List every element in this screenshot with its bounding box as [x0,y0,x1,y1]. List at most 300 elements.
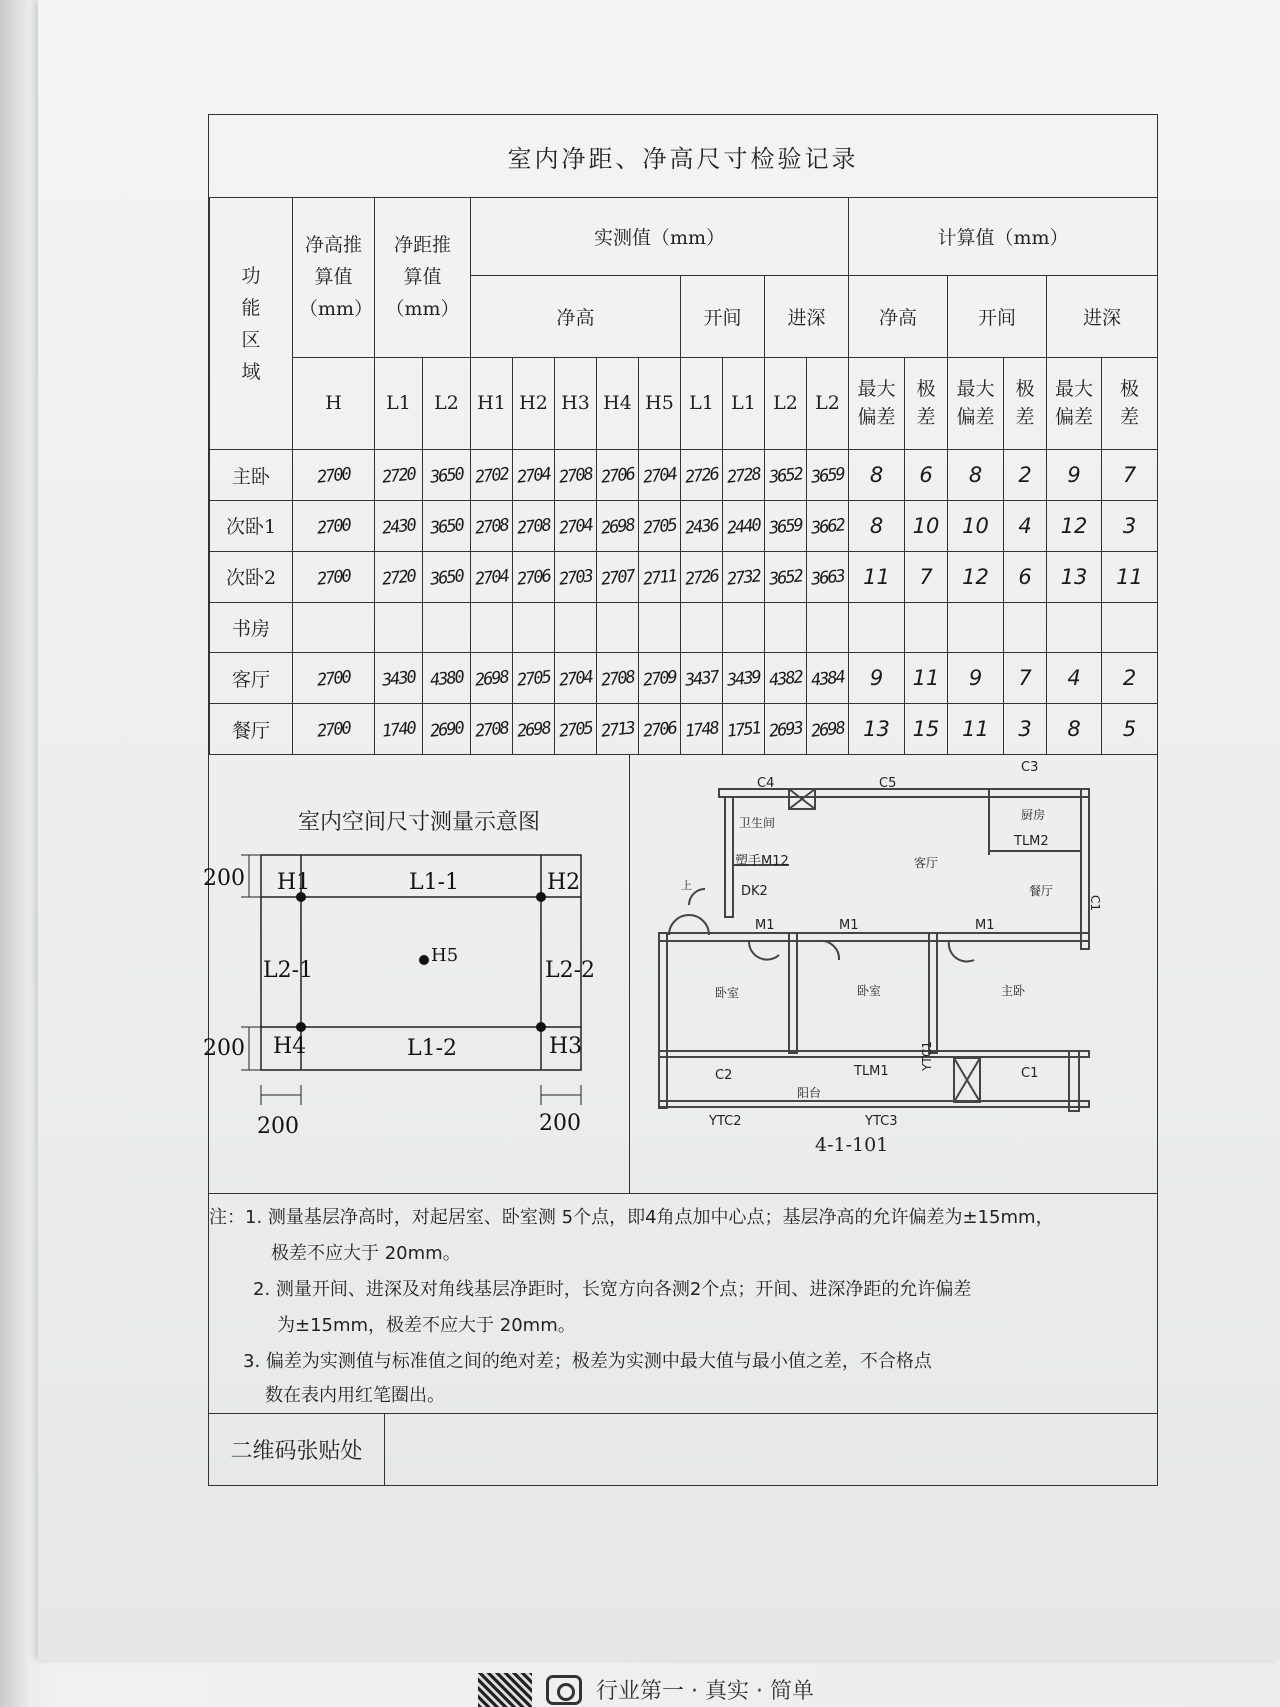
handwritten-value: 6 [1018,564,1032,589]
table-row [210,653,1158,704]
handwritten-value: 10 [912,513,940,538]
header-calc-height: 净高 [849,275,948,357]
plan-label-c1-vertical: C1 [1088,895,1102,912]
handwritten-value: 13 [863,717,890,742]
cell-l2 [423,450,471,501]
plan-label-m1-c: M1 [975,918,995,933]
handwritten-value: 2704 [558,667,593,691]
col-l1: L1 [375,357,423,449]
handwritten-value: 2704 [474,565,509,590]
cell-br [1004,500,1047,551]
measurement-table [209,197,1158,755]
cell-h1 [471,500,513,551]
cell-ml2a [765,602,807,653]
label-l2-1: L2-1 [263,958,314,983]
cell-ml2a [765,551,807,602]
handwritten-value: 3650 [429,515,464,539]
footer-bar [478,1672,1078,1707]
handwritten-value: 2700 [316,667,351,691]
cell-h [293,704,375,755]
cell-h4 [597,653,639,704]
cell-h [293,450,375,501]
cell-h5 [639,450,681,501]
cell-dd [1047,450,1102,501]
plan-label-ytc3: YTC3 [865,1114,898,1129]
record-form [203,114,1158,1486]
notes-section [209,1193,1157,1414]
col-measured-l1a: L1 [681,357,723,449]
label-h4: H4 [273,1034,307,1059]
cell-hd [849,653,905,704]
cell-h4 [597,450,639,501]
handwritten-value: 2713 [600,718,635,742]
handwritten-value: 11 [912,666,940,691]
handwritten-value: 5 [1122,717,1137,742]
plan-label-dining: 餐厅 [1029,884,1054,898]
cell-dd [1047,500,1102,551]
label-l1-1: L1-1 [409,870,460,895]
cell-h5 [639,500,681,551]
plan-label-master: 主卧 [1001,984,1026,998]
cell-bd [948,450,1004,501]
plan-label-tlm1: TLM1 [854,1064,889,1079]
handwritten-value: 3437 [684,667,719,691]
diagram-title: 室内空间尺寸测量示意图 [297,810,540,835]
handwritten-value: 2690 [429,718,464,742]
note-1-line-1: 注：1. 测量基层净高时，对起居室、卧室测 5个点，即4角点加中心点；基层净高的允许偏差为±15mm， [209,1207,1054,1228]
handwritten-value: 15 [912,717,940,742]
cell-h3 [555,500,597,551]
col-h2: H2 [513,357,555,449]
table-row [210,602,1158,653]
dim-200-left: 200 [257,1114,299,1139]
cell-l1 [375,500,423,551]
cell-h1 [471,653,513,704]
handwritten-value: 12 [962,564,989,589]
cell-bd [948,653,1004,704]
cell-ml2a [765,704,807,755]
handwritten-value: 11 [863,564,890,589]
handwritten-value: 9 [1067,463,1081,487]
cell-dr [1102,602,1158,653]
plan-label-bedroom-1: 卧室 [715,986,740,1000]
handwritten-value: 13 [1060,564,1088,589]
plan-label-c4: C4 [757,776,775,791]
cell-ml2a [765,450,807,501]
cell-ml2b [807,450,849,501]
handwritten-value: 2726 [684,565,719,590]
cell-ml2b [807,653,849,704]
handwritten-value: 2700 [316,565,351,590]
camera-icon [546,1675,582,1705]
note-2-line-2: 为±15mm，极差不应大于 20mm。 [277,1315,576,1336]
plan-label-bath: 卫生间 [739,816,776,830]
cell-l1 [375,653,423,704]
handwritten-value: 2728 [726,464,761,488]
cell-h4 [597,602,639,653]
cell-br [1004,450,1047,501]
plan-label-c3: C3 [1021,760,1039,775]
handwritten-value: 2704 [642,464,677,488]
cell-hr [905,551,948,602]
table-row [210,551,1158,602]
qr-code-label: 二维码张贴处 [209,1413,385,1485]
handwritten-value: 2698 [474,667,509,691]
handwritten-value: 3650 [429,464,464,488]
handwritten-value: 2703 [558,565,593,590]
col-h3: H3 [555,357,597,449]
row-area-label: 书房 [210,602,293,653]
cell-ml2a [765,653,807,704]
cell-h3 [555,602,597,653]
handwritten-value: 2726 [684,464,719,488]
plan-label-m1-a: M1 [755,918,775,933]
header-calc-bay: 开间 [948,275,1047,357]
cell-l1 [375,551,423,602]
cell-ml1a [681,602,723,653]
handwritten-value: 4382 [768,667,803,691]
label-h2: H2 [547,870,581,895]
cell-h5 [639,602,681,653]
cell-ml1b [723,500,765,551]
handwritten-value: 2711 [642,565,677,590]
handwritten-value: 3 [1122,513,1137,538]
note-3-line-1: 3. 偏差为实测值与标准值之间的绝对差；极差为实测中最大值与最小值之差，不合格点 [243,1351,932,1372]
cell-hd [849,602,905,653]
cell-l2 [423,500,471,551]
cell-bd [948,551,1004,602]
cell-l2 [423,704,471,755]
handwritten-value: 8 [869,463,884,487]
table-row [210,704,1158,755]
plan-label-bedroom-2: 卧室 [857,984,882,998]
cell-ml1b [723,602,765,653]
handwritten-value: 2436 [684,515,719,539]
handwritten-value: 3652 [768,565,803,590]
handwritten-value: 2707 [600,565,635,590]
handwritten-value: 3430 [381,667,416,691]
col-measured-l2b: L2 [807,357,849,449]
cell-ml1b [723,551,765,602]
handwritten-value: 2705 [516,667,551,691]
cell-h4 [597,551,639,602]
point-h2 [536,892,546,902]
label-l2-2: L2-2 [545,958,596,983]
cell-h4 [597,500,639,551]
handwritten-value: 1751 [726,718,761,742]
col-l2: L2 [423,357,471,449]
row-area-label: 客厅 [210,653,293,704]
cell-hr [905,602,948,653]
cell-ml1b [723,653,765,704]
col-h4: H4 [597,357,639,449]
handwritten-value: 3659 [810,464,845,488]
plan-label-tlm2: TLM2 [1014,834,1049,849]
cell-h1 [471,704,513,755]
cell-h1 [471,450,513,501]
col-height-max-dev: 最大偏差 [849,357,905,449]
handwritten-value: 1748 [684,718,719,742]
cell-h1 [471,602,513,653]
handwritten-value: 2720 [381,565,416,590]
plan-label-tlm: 塑手M12 [735,854,789,869]
col-h1: H1 [471,357,513,449]
point-h3 [536,1022,546,1032]
cell-h [293,500,375,551]
handwritten-value: 2706 [516,565,551,590]
header-l-est: 净距推算值（mm） [375,198,471,358]
header-area: 功能区域 [210,198,293,450]
handwritten-value: 9 [869,666,884,691]
cell-l2 [423,551,471,602]
cell-dd [1047,704,1102,755]
floor-plan [629,755,1157,1193]
handwritten-value: 12 [1060,513,1088,538]
cell-l2 [423,653,471,704]
handwritten-value: 2704 [516,464,551,488]
note-1-line-2: 极差不应大于 20mm。 [271,1243,461,1264]
handwritten-value: 2700 [316,464,351,488]
handwritten-value: 2 [1122,666,1137,691]
cell-h2 [513,551,555,602]
dim-200-bottom: 200 [203,1036,245,1061]
handwritten-value: 11 [962,717,989,742]
handwritten-value: 2430 [381,515,416,539]
cell-hd [849,500,905,551]
cell-ml1b [723,450,765,501]
handwritten-value: 2698 [516,718,551,742]
handwritten-value: 2704 [558,515,593,539]
cell-bd [948,602,1004,653]
note-2-line-1: 2. 测量开间、进深及对角线基层净距时，长宽方向各测2个点；开间、进深净距的允许偏差 [253,1279,972,1300]
cell-h2 [513,602,555,653]
cell-ml2b [807,551,849,602]
cell-h5 [639,653,681,704]
diagram-section [203,755,1157,1194]
row-area-label: 主卧 [210,450,293,501]
cell-dd [1047,653,1102,704]
handwritten-value: 3 [1018,717,1032,742]
handwritten-value: 2708 [558,464,593,488]
cell-ml1a [681,551,723,602]
handwritten-value: 2698 [810,718,845,742]
handwritten-value: 2698 [600,515,635,539]
point-h4 [296,1022,306,1032]
plan-label-kitchen: 厨房 [1021,808,1046,822]
table-row [210,450,1158,501]
diagram-drawing [203,755,629,1193]
label-h3: H3 [549,1034,583,1059]
handwritten-value: 2705 [558,718,593,742]
handwritten-value: 2702 [474,464,509,488]
cell-h1 [471,551,513,602]
cell-hd [849,450,905,501]
col-depth-max-dev: 最大偏差 [1047,357,1102,449]
cell-hd [849,704,905,755]
cell-h3 [555,551,597,602]
label-h5: H5 [431,945,459,966]
plan-label-ytc2: YTC2 [709,1114,742,1129]
col-bay-range: 极差 [1004,357,1047,449]
cell-l2 [423,602,471,653]
col-h: H [293,357,375,449]
cell-l1 [375,704,423,755]
handwritten-value: 2693 [768,718,803,742]
handwritten-value: 3663 [810,565,845,590]
cell-br [1004,704,1047,755]
header-measured: 实测值（mm） [471,198,849,276]
handwritten-value: 8 [968,463,983,487]
cell-h3 [555,653,597,704]
cell-hd [849,551,905,602]
qr-code-icon [478,1673,532,1707]
handwritten-value: 2708 [516,515,551,539]
handwritten-value: 8 [869,513,884,538]
cell-ml1b [723,704,765,755]
cell-dd [1047,551,1102,602]
handwritten-value: 10 [962,513,989,538]
handwritten-value: 4384 [810,667,845,691]
handwritten-value: 6 [919,463,933,487]
cell-dr [1102,653,1158,704]
handwritten-value: 2440 [726,515,761,539]
cell-l1 [375,450,423,501]
handwritten-value: 3650 [429,565,464,590]
plan-label-c2: C2 [715,1068,733,1083]
cell-ml2b [807,704,849,755]
plan-label-c5: C5 [879,776,897,791]
handwritten-value: 4380 [429,667,464,691]
cell-h5 [639,704,681,755]
handwritten-value: 7 [1018,666,1032,691]
cell-hr [905,500,948,551]
handwritten-value: 3439 [726,667,761,691]
cell-hr [905,653,948,704]
cell-h2 [513,653,555,704]
cell-h5 [639,551,681,602]
handwritten-value: 2705 [642,515,677,539]
cell-br [1004,653,1047,704]
handwritten-value: 2720 [381,464,416,488]
cell-bd [948,500,1004,551]
header-measured-height: 净高 [471,275,681,357]
header-measured-bay: 开间 [681,275,765,357]
table-row [210,500,1158,551]
handwritten-value: 3662 [810,515,845,539]
handwritten-value: 9 [968,666,983,691]
cell-h [293,551,375,602]
header-h-est: 净高推算值（mm） [293,198,375,358]
cell-h4 [597,704,639,755]
handwritten-value: 2 [1018,463,1032,487]
row-area-label: 次卧1 [210,500,293,551]
row-area-label: 次卧2 [210,551,293,602]
handwritten-value: 2706 [600,464,635,488]
cell-ml1a [681,653,723,704]
plan-label-living: 客厅 [914,856,939,870]
col-measured-l2a: L2 [765,357,807,449]
plan-label-dk2: DK2 [741,884,768,899]
footer-slogan: 行业第一 · 真实 · 简单 [596,1679,814,1704]
cell-h3 [555,450,597,501]
cell-hr [905,704,948,755]
handwritten-value: 3659 [768,515,803,539]
row-area-label: 餐厅 [210,704,293,755]
handwritten-value: 2708 [474,718,509,742]
col-bay-max-dev: 最大偏差 [948,357,1004,449]
cell-dr [1102,450,1158,501]
point-h5 [419,955,429,965]
cell-h [293,653,375,704]
col-h5: H5 [639,357,681,449]
plan-label-ytc1: YTC1 [920,1041,934,1071]
measurement-diagram [203,755,630,1193]
cell-l1 [375,602,423,653]
cell-dd [1047,602,1102,653]
note-3-line-2: 数在表内用红笔圈出。 [265,1385,445,1406]
cell-ml2b [807,500,849,551]
cell-ml1a [681,704,723,755]
handwritten-value: 4 [1067,666,1081,691]
handwritten-value: 2708 [600,667,635,691]
handwritten-value: 3652 [768,464,803,488]
header-calc: 计算值（mm） [849,198,1158,276]
plan-label-balcony: 阳台 [797,1086,822,1100]
cell-h2 [513,704,555,755]
cell-dr [1102,500,1158,551]
handwritten-value: 2709 [642,667,677,691]
handwritten-value: 2700 [316,515,351,539]
col-measured-l1b: L1 [723,357,765,449]
handwritten-value: 2700 [316,718,351,742]
cell-h2 [513,450,555,501]
handwritten-value: 7 [919,564,933,589]
label-h1: H1 [277,870,311,895]
handwritten-value: 4 [1018,513,1032,538]
plan-label-c1: C1 [1021,1066,1039,1081]
handwritten-value: 11 [1116,564,1143,589]
cell-br [1004,551,1047,602]
paper-sheet [38,0,1280,1704]
cell-dr [1102,704,1158,755]
handwritten-value: 1740 [381,718,416,742]
cell-bd [948,704,1004,755]
floor-plan-drawing [629,755,1157,1193]
cell-ml2a [765,500,807,551]
handwritten-value: 2706 [642,718,677,742]
cell-h2 [513,500,555,551]
handwritten-value: 2708 [474,515,509,539]
cell-br [1004,602,1047,653]
plan-label-up: 上 [681,879,692,892]
cell-ml1a [681,500,723,551]
cell-dr [1102,551,1158,602]
cell-ml2b [807,602,849,653]
qr-code-area [209,1413,1157,1485]
col-depth-range: 极差 [1102,357,1158,449]
handwritten-value: 2732 [726,565,761,590]
header-calc-depth: 进深 [1047,275,1158,357]
dim-200-top: 200 [203,866,245,891]
form-title: 室内净距、净高尺寸检验记录 [209,115,1157,198]
header-measured-depth: 进深 [765,275,849,357]
dim-200-right: 200 [539,1111,581,1136]
cell-h [293,602,375,653]
plan-caption: 4-1-101 [815,1134,889,1156]
cell-h3 [555,704,597,755]
cell-hr [905,450,948,501]
handwritten-value: 7 [1122,463,1137,487]
